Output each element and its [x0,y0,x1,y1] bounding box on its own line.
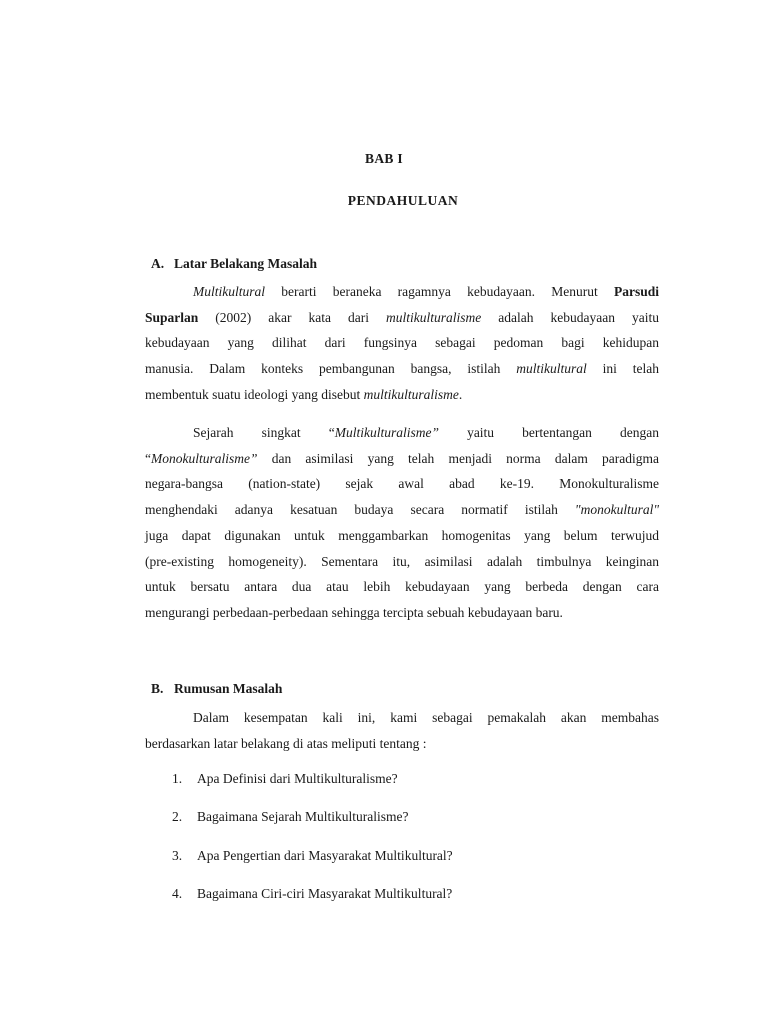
chapter-number: BAB I [365,151,403,166]
list-number: 2. [172,809,183,825]
list-number: 1. [172,771,183,786]
list-item [172,883,453,921]
question-list [172,768,453,921]
section-a-heading [151,256,317,272]
section-b-title: Rumusan Masalah [174,681,283,696]
paragraph-line: berdasarkan latar belakang di atas meliputi tentang : [145,735,427,751]
section-b-letter: B. [151,681,164,696]
section-a-paragraph-2 [145,420,659,626]
paragraph-line: Multikultural berarti beraneka ragamnya kebudayaan. Menurut Parsudi [193,284,659,299]
section-b-paragraph-1 [145,705,659,756]
section-a-title: Latar Belakang Masalah [174,256,318,271]
list-item [172,806,453,844]
paragraph-line: menghendaki adanya kesatuan budaya secara normatif istilah "monokultural" [145,502,659,518]
section-a-letter: A. [151,256,165,271]
paragraph-line: kebudayaan yang dilihat dari fungsinya sebagai pedoman bagi kehidupan [145,335,659,351]
list-item [172,845,453,883]
list-number: 3. [172,847,183,863]
list-text: Apa Definisi dari Multikulturalisme? [197,771,398,786]
paragraph-line: “Monokulturalisme” dan asimilasi yang telah menjadi norma dalam paradigma [145,450,659,466]
paragraph-line: (pre-existing homogeneity). Sementara itu, asimilasi adalah timbulnya keinginan [145,553,659,569]
chapter-title: PENDAHULUAN [347,193,459,208]
paragraph-line: juga dapat digunakan untuk menggambarkan homogenitas yang belum terwujud [145,527,659,543]
list-item [172,768,453,806]
list-text: Bagaimana Sejarah Multikulturalisme? [197,809,409,825]
list-text: Apa Pengertian dari Masyarakat Multikultural? [197,847,453,863]
list-number: 4. [172,885,183,901]
paragraph-line: Sejarah singkat “Multikulturalisme” yaitu bertentangan dengan [193,425,659,440]
paragraph-line: membentuk suatu ideologi yang disebut multikulturalisme. [145,386,463,402]
list-text: Bagaimana Ciri-ciri Masyarakat Multikultural? [197,885,453,901]
paragraph-line: manusia. Dalam konteks pembangunan bangsa, istilah multikultural ini telah [145,361,659,377]
section-a-paragraph-1 [145,279,659,408]
paragraph-line: mengurangi perbedaan-perbedaan sehingga tercipta sebuah kebudayaan baru. [145,604,563,620]
section-b-heading [151,681,282,697]
paragraph-line: untuk bersatu antara dua atau lebih kebudayaan yang berbeda dengan cara [145,579,659,595]
paragraph-line: Suparlan (2002) akar kata dari multikulturalisme adalah kebudayaan yaitu [145,309,659,325]
paragraph-line: Dalam kesempatan kali ini, kami sebagai pemakalah akan membahas [193,710,659,725]
paragraph-line: negara-bangsa (nation-state) sejak awal abad ke-19. Monokulturalisme [145,476,659,492]
